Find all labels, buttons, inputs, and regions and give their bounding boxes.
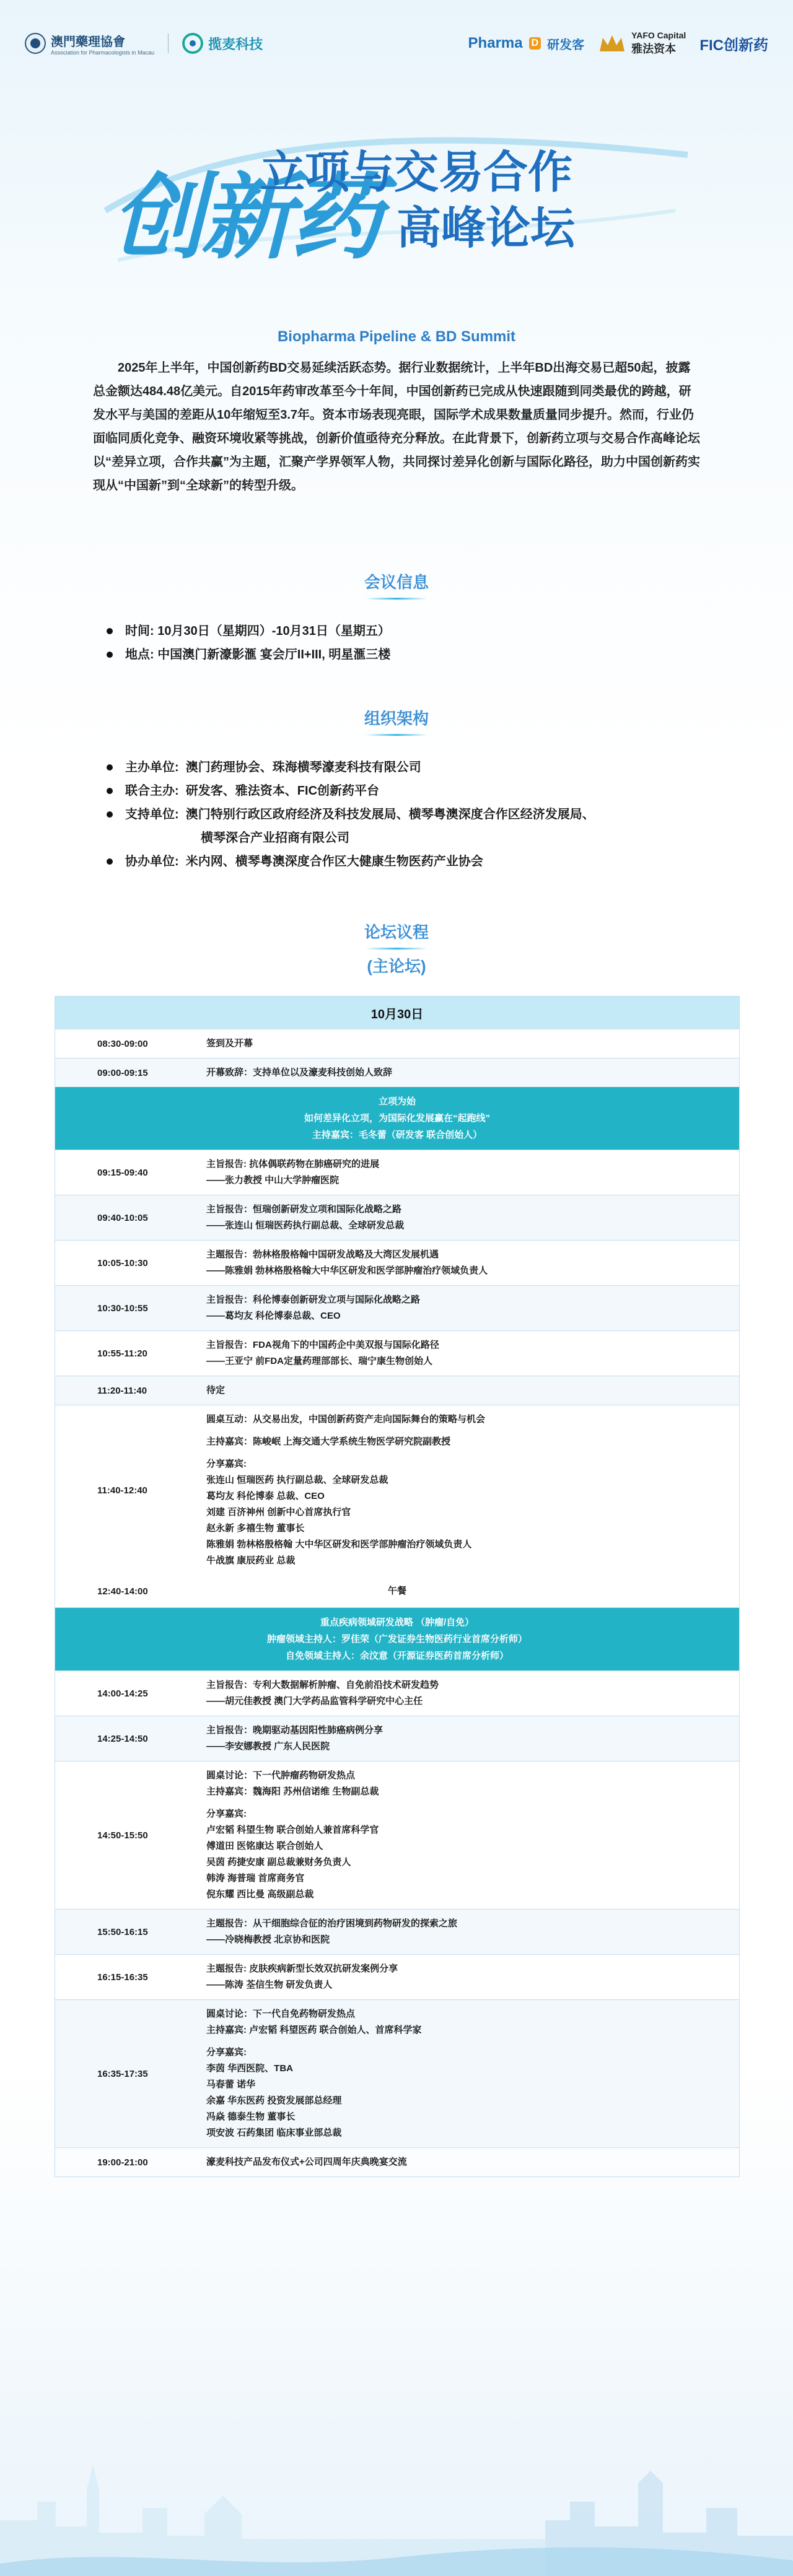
- org-cohost: [105, 779, 700, 803]
- agenda-time: 12:40-14:00: [97, 1586, 148, 1597]
- meeting-venue: 地点: 中国澳门新濠影滙 宴会厅II+III, 明星滙三楼: [105, 643, 700, 666]
- agenda-line: 主旨报告：专利大数据解析肿瘤、自免前沿技术研发趋势: [206, 1680, 439, 1690]
- agenda-line: ——张力教授 中山大学肿瘤医院: [206, 1175, 340, 1185]
- pharmad-logo: [468, 35, 585, 53]
- agenda-content: [206, 1150, 739, 1195]
- hero-title-line1: 立项与交易合作: [260, 146, 573, 198]
- agenda-row: [55, 1331, 739, 1376]
- agenda-line: 主持嘉宾: 卢宏韬 科望医药 联合创始人、首席科学家: [206, 2025, 422, 2035]
- pharmad-text: Pharma: [468, 35, 523, 51]
- agenda-line: 主持嘉宾：魏海阳 苏州信诺维 生物副总裁: [206, 1786, 379, 1797]
- agenda-content: [206, 2148, 739, 2177]
- agenda-line: 傅道田 医铭康达 联合创始人: [206, 1841, 323, 1851]
- agenda-row: [55, 1910, 739, 1955]
- agenda-line: 吴茵 药捷安康 副总裁兼财务负责人: [206, 1857, 351, 1867]
- agenda-time: 09:00-09:15: [97, 1067, 148, 1078]
- org-host: [105, 756, 700, 779]
- agenda-line: 主题报告：勃林格殷格翰中国研发战略及大湾区发展机遇: [206, 1249, 439, 1260]
- agenda-table: [55, 996, 740, 2177]
- agenda-row: [55, 1029, 739, 1059]
- macau-pharmacology-logo: [25, 32, 154, 56]
- agenda-line: 刘建 百济神州 创新中心首席执行官: [206, 1507, 351, 1517]
- session-header-2: [55, 1608, 739, 1671]
- agenda-row: [55, 1405, 739, 1575]
- partner-logos: [468, 30, 768, 56]
- hero-title-line2: 高峰论坛: [396, 202, 576, 254]
- org-support: [105, 803, 700, 850]
- org-text: 澳门药理协会、珠海横琴濠麦科技有限公司: [185, 761, 421, 774]
- agenda-line: 葛均友 科伦博泰 总裁、CEO: [206, 1491, 325, 1501]
- org-label: 主办单位:: [125, 761, 179, 774]
- agenda-line: 牛战旗 康辰药业 总裁: [206, 1555, 296, 1566]
- agenda-line: 张连山 恒瑞医药 执行副总裁、全球研发总裁: [206, 1475, 388, 1485]
- agenda-line: ——陈雅娟 勃林格殷格翰大中华区研发和医学部肿瘤治疗领域负责人: [206, 1265, 488, 1276]
- session-line: 如何差异化立项，为国际化发展赢在“起跑线”: [304, 1113, 490, 1124]
- agenda-content: 午餐: [387, 1586, 406, 1596]
- agenda-line: 圆桌互动：从交易出发，中国创新药资产走向国际舞台的策略与机会: [206, 1414, 486, 1425]
- fic-text: FIC创新药: [699, 37, 768, 54]
- agenda-row: [55, 1376, 739, 1405]
- agenda-time: 09:15-09:40: [97, 1167, 148, 1178]
- session-header-1: [55, 1087, 739, 1150]
- org-text: 澳门特别行政区政府经济及科技发展局、横琴粤澳深度合作区经济发展局、: [185, 808, 595, 821]
- agenda-line: 主持嘉宾：陈峻岷 上海交通大学系统生物医学研究院副教授: [206, 1436, 451, 1447]
- agenda-time: 11:40-12:40: [97, 1485, 147, 1496]
- agenda-content: [206, 1286, 739, 1330]
- agenda-time: 14:50-15:50: [97, 1830, 148, 1841]
- agenda-content: [206, 1955, 739, 1999]
- organization-title: 组织架构: [364, 709, 429, 728]
- agenda-content: [206, 1241, 739, 1285]
- agenda-line: 冯焱 德泰生物 董事长: [206, 2111, 296, 2122]
- session-line: 肿瘤领域主持人：罗佳荣（广发证券生物医药行业首席分析师）: [266, 1634, 527, 1644]
- agenda-line: ——王亚宁 前FDA定量药理部部长、瑞宁康生物创始人: [206, 1356, 432, 1366]
- city-skyline-graphic: [0, 2427, 793, 2576]
- meeting-time: 时间: 10月30日（星期四）-10月31日（星期五）: [105, 619, 700, 643]
- agenda-line: 分享嘉宾:: [206, 1459, 247, 1469]
- agenda-row: [55, 1716, 739, 1762]
- agenda-line: 主题报告: 皮肤疾病新型长效双抗研发案例分享: [206, 1963, 398, 1974]
- agenda-row: [55, 1195, 739, 1241]
- yafo-cn: 雅法资本: [631, 43, 677, 55]
- agenda-content: [206, 1331, 739, 1376]
- agenda-content: [206, 1059, 739, 1087]
- agenda-content: [206, 1029, 739, 1058]
- hero-title: [0, 93, 793, 279]
- intro-paragraph: 2025年上半年，中国创新药BD交易延续活跃态势。据行业数据统计，上半年BD出海交易已超50起，披露总金额达484.48亿美元。自2015年药审改革至今十年间，中国创新药已完成从快速跟随到同类最优的跨越，研发水平与美国的差距从10年缩短至3.7年。资本市场表现亮眼，国际学术成果数量质量同步提升。然而，行业仍面临同质化竞争、融资环境收紧等挑战，创新价值亟待充分释放。在此背景下，创新药立项与交易合作高峰论坛以“差异立项，合作共赢”为主题，汇聚产学界领军人物，共同探讨差异化创新与国际化路径，助力中国创新药实现从“中国新”到“全球新”的转型升级。: [93, 361, 700, 492]
- agenda-time: 10:05-10:30: [97, 1257, 148, 1268]
- agenda-block-morning-open: [55, 1029, 739, 1087]
- agenda-content: [206, 1762, 739, 1909]
- partner-logo: [182, 33, 263, 54]
- agenda-time: 10:30-10:55: [97, 1303, 148, 1314]
- partner-name: 揽麦科技: [208, 36, 263, 52]
- heading-underline: [366, 734, 427, 736]
- agenda-line: 主旨报告：恒瑞创新研发立项和国际化战略之路: [206, 1204, 402, 1215]
- agenda-line: 主旨报告：科伦博泰创新研发立项与国际化战略之路: [206, 1295, 421, 1305]
- agenda-block-morning: [55, 1150, 739, 1575]
- agenda-block-afternoon: [55, 1671, 739, 2177]
- agenda-line: 倪东耀 西比曼 高级副总裁: [206, 1889, 314, 1900]
- agenda-line: ——葛均友 科伦博泰总裁、CEO: [206, 1311, 341, 1321]
- macau-seal-icon: [25, 33, 46, 54]
- agenda-line: 赵永新 多禧生物 董事长: [206, 1523, 305, 1534]
- fic-logo: [699, 33, 768, 55]
- agenda-line: ——张连山 恒瑞医药执行副总裁、全球研发总裁: [206, 1220, 405, 1231]
- org-label: 支持单位:: [125, 808, 179, 821]
- agenda-content: [206, 1376, 739, 1405]
- org-text: 研发客、雅法资本、FIC创新药平台: [185, 784, 380, 798]
- agenda-time: 16:35-17:35: [97, 2068, 148, 2079]
- agenda-time: 19:00-21:00: [97, 2157, 148, 2168]
- agenda-line: 马春蕾 诺华: [206, 2079, 256, 2090]
- agenda-time: 15:50-16:15: [97, 1926, 148, 1937]
- agenda-line: 濠麦科技产品发布仪式+公司四周年庆典晚宴交流: [206, 2157, 407, 2167]
- session-line: 重点疾病领域研发战略 （肿瘤/自免）: [320, 1617, 475, 1628]
- agenda-row: [55, 2148, 739, 2177]
- session-line: 主持嘉宾：毛冬蕾（研发客 联合创始人）: [312, 1130, 483, 1140]
- agenda-line: ——陈涛 荃信生物 研发负责人: [206, 1980, 333, 1990]
- agenda-line: 余嘉 华东医药 投资发展部总经理: [206, 2095, 342, 2106]
- agenda-line: 李茵 华西医院、TBA: [206, 2063, 293, 2074]
- agenda-line: [206, 2038, 739, 2045]
- heading-underline: [366, 948, 427, 950]
- agenda-line: ——李安娜教授 广东人民医院: [206, 1741, 330, 1752]
- pharmad-cn: 研发客: [547, 38, 585, 52]
- agenda-line: 主旨报告：FDA视角下的中国药企中美双报与国际化路径: [206, 1340, 439, 1350]
- organization-list: [105, 756, 700, 873]
- yafo-crown-icon: [598, 34, 626, 53]
- agenda-line: ——冷晓梅教授 北京协和医院: [206, 1934, 330, 1945]
- agenda-time: 11:20-11:40: [97, 1385, 147, 1396]
- agenda-time: 09:40-10:05: [97, 1212, 148, 1223]
- agenda-line: 卢宏韬 科望生物 联合创始人兼首席科学官: [206, 1825, 379, 1835]
- meeting-info-heading: [0, 570, 793, 600]
- agenda-line: 圆桌讨论：下一代自免药物研发热点: [206, 2009, 356, 2019]
- org-label: 联合主办:: [125, 784, 179, 798]
- partner-mark-icon: [182, 33, 203, 54]
- agenda-content: [206, 1716, 739, 1761]
- agenda-time: 08:30-09:00: [97, 1038, 148, 1049]
- heading-underline: [366, 598, 427, 600]
- agenda-line: [206, 1450, 739, 1456]
- agenda-day-header: 10月30日: [55, 997, 739, 1029]
- agenda-line: 分享嘉宾:: [206, 2047, 247, 2058]
- agenda-content: [206, 1910, 739, 1954]
- agenda-row-lunch: [55, 1575, 739, 1608]
- agenda-content: [206, 2000, 739, 2147]
- agenda-line: 圆桌讨论：下一代肿瘤药物研发热点: [206, 1770, 356, 1781]
- macau-assoc-name: 澳門藥理協會: [51, 35, 125, 49]
- agenda-line: 韩涛 海普瑞 首席商务官: [206, 1873, 305, 1884]
- host-logos: [25, 32, 263, 56]
- agenda-line: 待定: [206, 1385, 226, 1395]
- agenda-line: ——胡元佳教授 澳门大学药品监管科学研究中心主任: [206, 1696, 423, 1706]
- agenda-line: 项安波 石药集团 临床事业部总裁: [206, 2128, 342, 2138]
- yafo-en: YAFO Capital: [631, 30, 686, 40]
- event-subtitle-en: Biopharma Pipeline & BD Summit: [277, 328, 516, 345]
- org-text-cont: 横琴深合产业招商有限公司: [201, 831, 349, 845]
- meeting-info-list: [105, 619, 700, 666]
- agenda-row: [55, 1671, 739, 1716]
- session-line: 自免领域主持人：余汶意（开源证券医药首席分析师）: [285, 1651, 509, 1661]
- logo-divider: [168, 33, 169, 53]
- agenda-row: [55, 2000, 739, 2148]
- agenda-time: 16:15-16:35: [97, 1971, 148, 1983]
- yafo-capital-logo: [598, 30, 686, 56]
- agenda-content: [206, 1671, 739, 1716]
- org-label: 协办单位:: [125, 855, 179, 868]
- top-logo-bar: [25, 25, 768, 62]
- agenda-line: 主旨报告：晚期驱动基因阳性肺癌病例分享: [206, 1725, 383, 1736]
- macau-assoc-en: Association for Pharmacologists in Macau: [51, 49, 155, 56]
- pharmad-box: D: [529, 37, 541, 50]
- agenda-content: [206, 1195, 739, 1240]
- agenda-line: 开幕致辞：支持单位以及濠麦科技创始人致辞: [206, 1067, 393, 1078]
- agenda-time: 10:55-11:20: [97, 1348, 147, 1359]
- agenda-content: [206, 1405, 739, 1575]
- hero-title-main: 创新药: [112, 163, 380, 272]
- agenda-row: [55, 1762, 739, 1910]
- agenda-time: 14:00-14:25: [97, 1688, 148, 1699]
- agenda-line: 签到及开幕: [206, 1038, 253, 1049]
- agenda-line: 主题报告：从干细胞综合征的治疗困境到药物研发的探索之旅: [206, 1918, 458, 1929]
- agenda-row: [55, 1241, 739, 1286]
- agenda-row: [55, 1955, 739, 2000]
- agenda-row: [55, 1150, 739, 1195]
- agenda-subheading: (主论坛): [367, 957, 426, 976]
- meeting-info-title: 会议信息: [364, 573, 429, 592]
- agenda-line: 分享嘉宾:: [206, 1809, 247, 1819]
- agenda-line: 主旨报告: 抗体偶联药物在肺癌研究的进展: [206, 1159, 380, 1169]
- agenda-title: 论坛议程: [364, 923, 429, 941]
- agenda-heading: [0, 920, 793, 950]
- organization-heading: [0, 706, 793, 736]
- org-text: 米内网、横琴粤澳深度合作区大健康生物医药产业协会: [185, 855, 483, 868]
- org-co-organizer: [105, 850, 700, 873]
- agenda-row: [55, 1286, 739, 1331]
- agenda-line: [206, 1800, 739, 1806]
- agenda-line: 陈雅娟 勃林格殷格翰 大中华区研发和医学部肿瘤治疗领域负责人: [206, 1539, 472, 1550]
- agenda-row: [55, 1059, 739, 1087]
- agenda-line: [206, 1428, 739, 1434]
- agenda-time: 14:25-14:50: [97, 1733, 148, 1744]
- session-line: 立项为始: [378, 1096, 416, 1107]
